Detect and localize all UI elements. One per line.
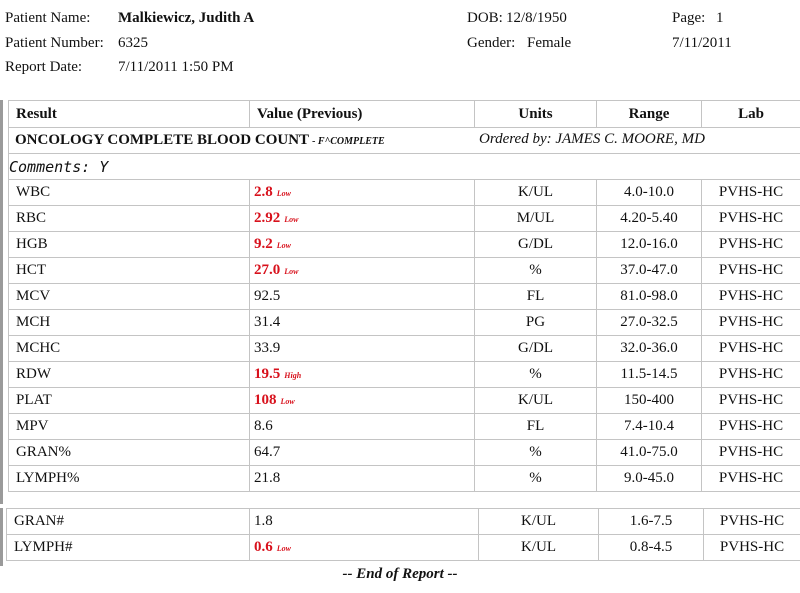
table-row (9, 466, 800, 492)
result-value: 19.5 (254, 366, 281, 382)
result-name: PLAT (9, 388, 250, 414)
result-range: 4.0-10.0 (597, 180, 702, 206)
dob-value: 12/8/1950 (506, 10, 567, 26)
result-name: WBC (9, 180, 250, 206)
result-value-cell (250, 440, 475, 466)
result-range: 11.5-14.5 (597, 362, 702, 388)
print-date: 7/11/2011 (672, 35, 732, 51)
abnormal-flag: Low (284, 267, 299, 276)
result-range: 1.6-7.5 (599, 509, 704, 535)
abnormal-flag: Low (276, 544, 291, 553)
result-range: 37.0-47.0 (597, 258, 702, 284)
result-units: G/DL (475, 336, 597, 362)
result-units: FL (475, 414, 597, 440)
result-value-cell (250, 310, 475, 336)
comments-text: Comments: Y (9, 154, 800, 180)
result-units: K/UL (475, 388, 597, 414)
patient-number-value: 6325 (118, 35, 148, 51)
result-value: 9.2 (254, 236, 273, 252)
result-lab: PVHS-HC (702, 180, 800, 206)
result-name: RDW (9, 362, 250, 388)
result-value: 8.6 (254, 418, 273, 434)
result-value-cell (250, 535, 479, 561)
gender-label: Gender: (467, 35, 516, 51)
result-units: % (475, 362, 597, 388)
gender-value: Female (527, 35, 572, 51)
patient-number-label: Patient Number: (5, 35, 104, 51)
result-range: 81.0-98.0 (597, 284, 702, 310)
result-lab: PVHS-HC (702, 232, 800, 258)
patient-name-label: Patient Name: (5, 10, 91, 26)
abnormal-flag: Low (280, 397, 295, 406)
result-value: 64.7 (254, 444, 281, 460)
result-value-cell (250, 284, 475, 310)
result-value: 1.8 (254, 513, 273, 529)
table-row (9, 258, 800, 284)
result-value: 27.0 (254, 262, 281, 278)
panel-title: ONCOLOGY COMPLETE BLOOD COUNT (15, 132, 310, 148)
result-units: % (475, 440, 597, 466)
result-lab: PVHS-HC (702, 284, 800, 310)
result-units: G/DL (475, 232, 597, 258)
result-range: 27.0-32.5 (597, 310, 702, 336)
result-name: MPV (9, 414, 250, 440)
result-name: MCV (9, 284, 250, 310)
result-value: 33.9 (254, 340, 281, 356)
result-value-cell (250, 362, 475, 388)
result-units: K/UL (475, 180, 597, 206)
result-value-cell (250, 336, 475, 362)
left-border-lower (0, 508, 3, 566)
table-row (9, 362, 800, 388)
result-lab: PVHS-HC (702, 258, 800, 284)
table-row (9, 180, 800, 206)
header-value: Value (Previous) (250, 101, 475, 128)
header-result: Result (9, 101, 250, 128)
result-name: HCT (9, 258, 250, 284)
end-of-report: -- End of Report -- (342, 566, 458, 582)
result-name: GRAN% (9, 440, 250, 466)
result-name: LYMPH# (7, 535, 250, 561)
table-row (9, 388, 800, 414)
result-value-cell (250, 388, 475, 414)
result-value-cell (250, 180, 475, 206)
table-row (7, 535, 800, 561)
result-lab: PVHS-HC (702, 206, 800, 232)
result-value-cell (250, 232, 475, 258)
result-range: 32.0-36.0 (597, 336, 702, 362)
ordered-by: Ordered by: JAMES C. MOORE, MD (479, 131, 705, 147)
result-range: 150-400 (597, 388, 702, 414)
report-date-label: Report Date: (5, 59, 83, 75)
table-header-row (9, 101, 800, 128)
result-units: M/UL (475, 206, 597, 232)
result-lab: PVHS-HC (704, 535, 800, 561)
table-row (9, 414, 800, 440)
result-value-cell (250, 258, 475, 284)
header-lab: Lab (702, 101, 800, 128)
result-value: 2.8 (254, 184, 273, 200)
result-name: RBC (9, 206, 250, 232)
result-range: 0.8-4.5 (599, 535, 704, 561)
result-lab: PVHS-HC (702, 336, 800, 362)
table-row (9, 310, 800, 336)
result-lab: PVHS-HC (702, 440, 800, 466)
abnormal-flag: Low (284, 215, 299, 224)
abnormal-flag: Low (276, 189, 291, 198)
result-value-cell (250, 414, 475, 440)
table-row (9, 232, 800, 258)
header-units: Units (475, 101, 597, 128)
table-row (9, 336, 800, 362)
table-row (7, 509, 800, 535)
results-table-2 (6, 508, 800, 561)
table-row (9, 284, 800, 310)
result-lab: PVHS-HC (702, 388, 800, 414)
result-units: % (475, 258, 597, 284)
result-units: % (475, 466, 597, 492)
left-border (0, 100, 3, 504)
page-value: 1 (716, 10, 724, 26)
abnormal-flag: Low (276, 241, 291, 250)
result-value-cell (250, 206, 475, 232)
table-row (9, 440, 800, 466)
panel-code: - F^COMPLETE (312, 136, 385, 147)
result-name: HGB (9, 232, 250, 258)
result-range: 12.0-16.0 (597, 232, 702, 258)
table-row (9, 206, 800, 232)
result-lab: PVHS-HC (702, 466, 800, 492)
result-range: 4.20-5.40 (597, 206, 702, 232)
result-value-cell (250, 466, 475, 492)
result-lab: PVHS-HC (702, 362, 800, 388)
panel-row (9, 128, 800, 154)
result-name: MCHC (9, 336, 250, 362)
result-value: 92.5 (254, 288, 281, 304)
result-lab: PVHS-HC (702, 414, 800, 440)
result-value-cell (250, 509, 479, 535)
result-units: K/UL (479, 535, 599, 561)
patient-name-value: Malkiewicz, Judith A (118, 10, 255, 26)
result-value: 31.4 (254, 314, 281, 330)
result-range: 7.4-10.4 (597, 414, 702, 440)
result-value: 108 (254, 392, 277, 408)
result-lab: PVHS-HC (702, 310, 800, 336)
result-units: PG (475, 310, 597, 336)
result-name: GRAN# (7, 509, 250, 535)
result-name: LYMPH% (9, 466, 250, 492)
results-table (8, 100, 800, 492)
report-date-value: 7/11/2011 1:50 PM (118, 59, 234, 75)
dob-label: DOB: (467, 10, 503, 26)
header-range: Range (597, 101, 702, 128)
result-name: MCH (9, 310, 250, 336)
result-units: FL (475, 284, 597, 310)
result-units: K/UL (479, 509, 599, 535)
result-range: 41.0-75.0 (597, 440, 702, 466)
comments-row (9, 154, 800, 180)
page-label: Page: (672, 10, 706, 26)
abnormal-flag: High (284, 371, 302, 380)
result-value: 0.6 (254, 539, 273, 555)
result-range: 9.0-45.0 (597, 466, 702, 492)
result-value: 21.8 (254, 470, 281, 486)
result-value: 2.92 (254, 210, 281, 226)
result-lab: PVHS-HC (704, 509, 800, 535)
